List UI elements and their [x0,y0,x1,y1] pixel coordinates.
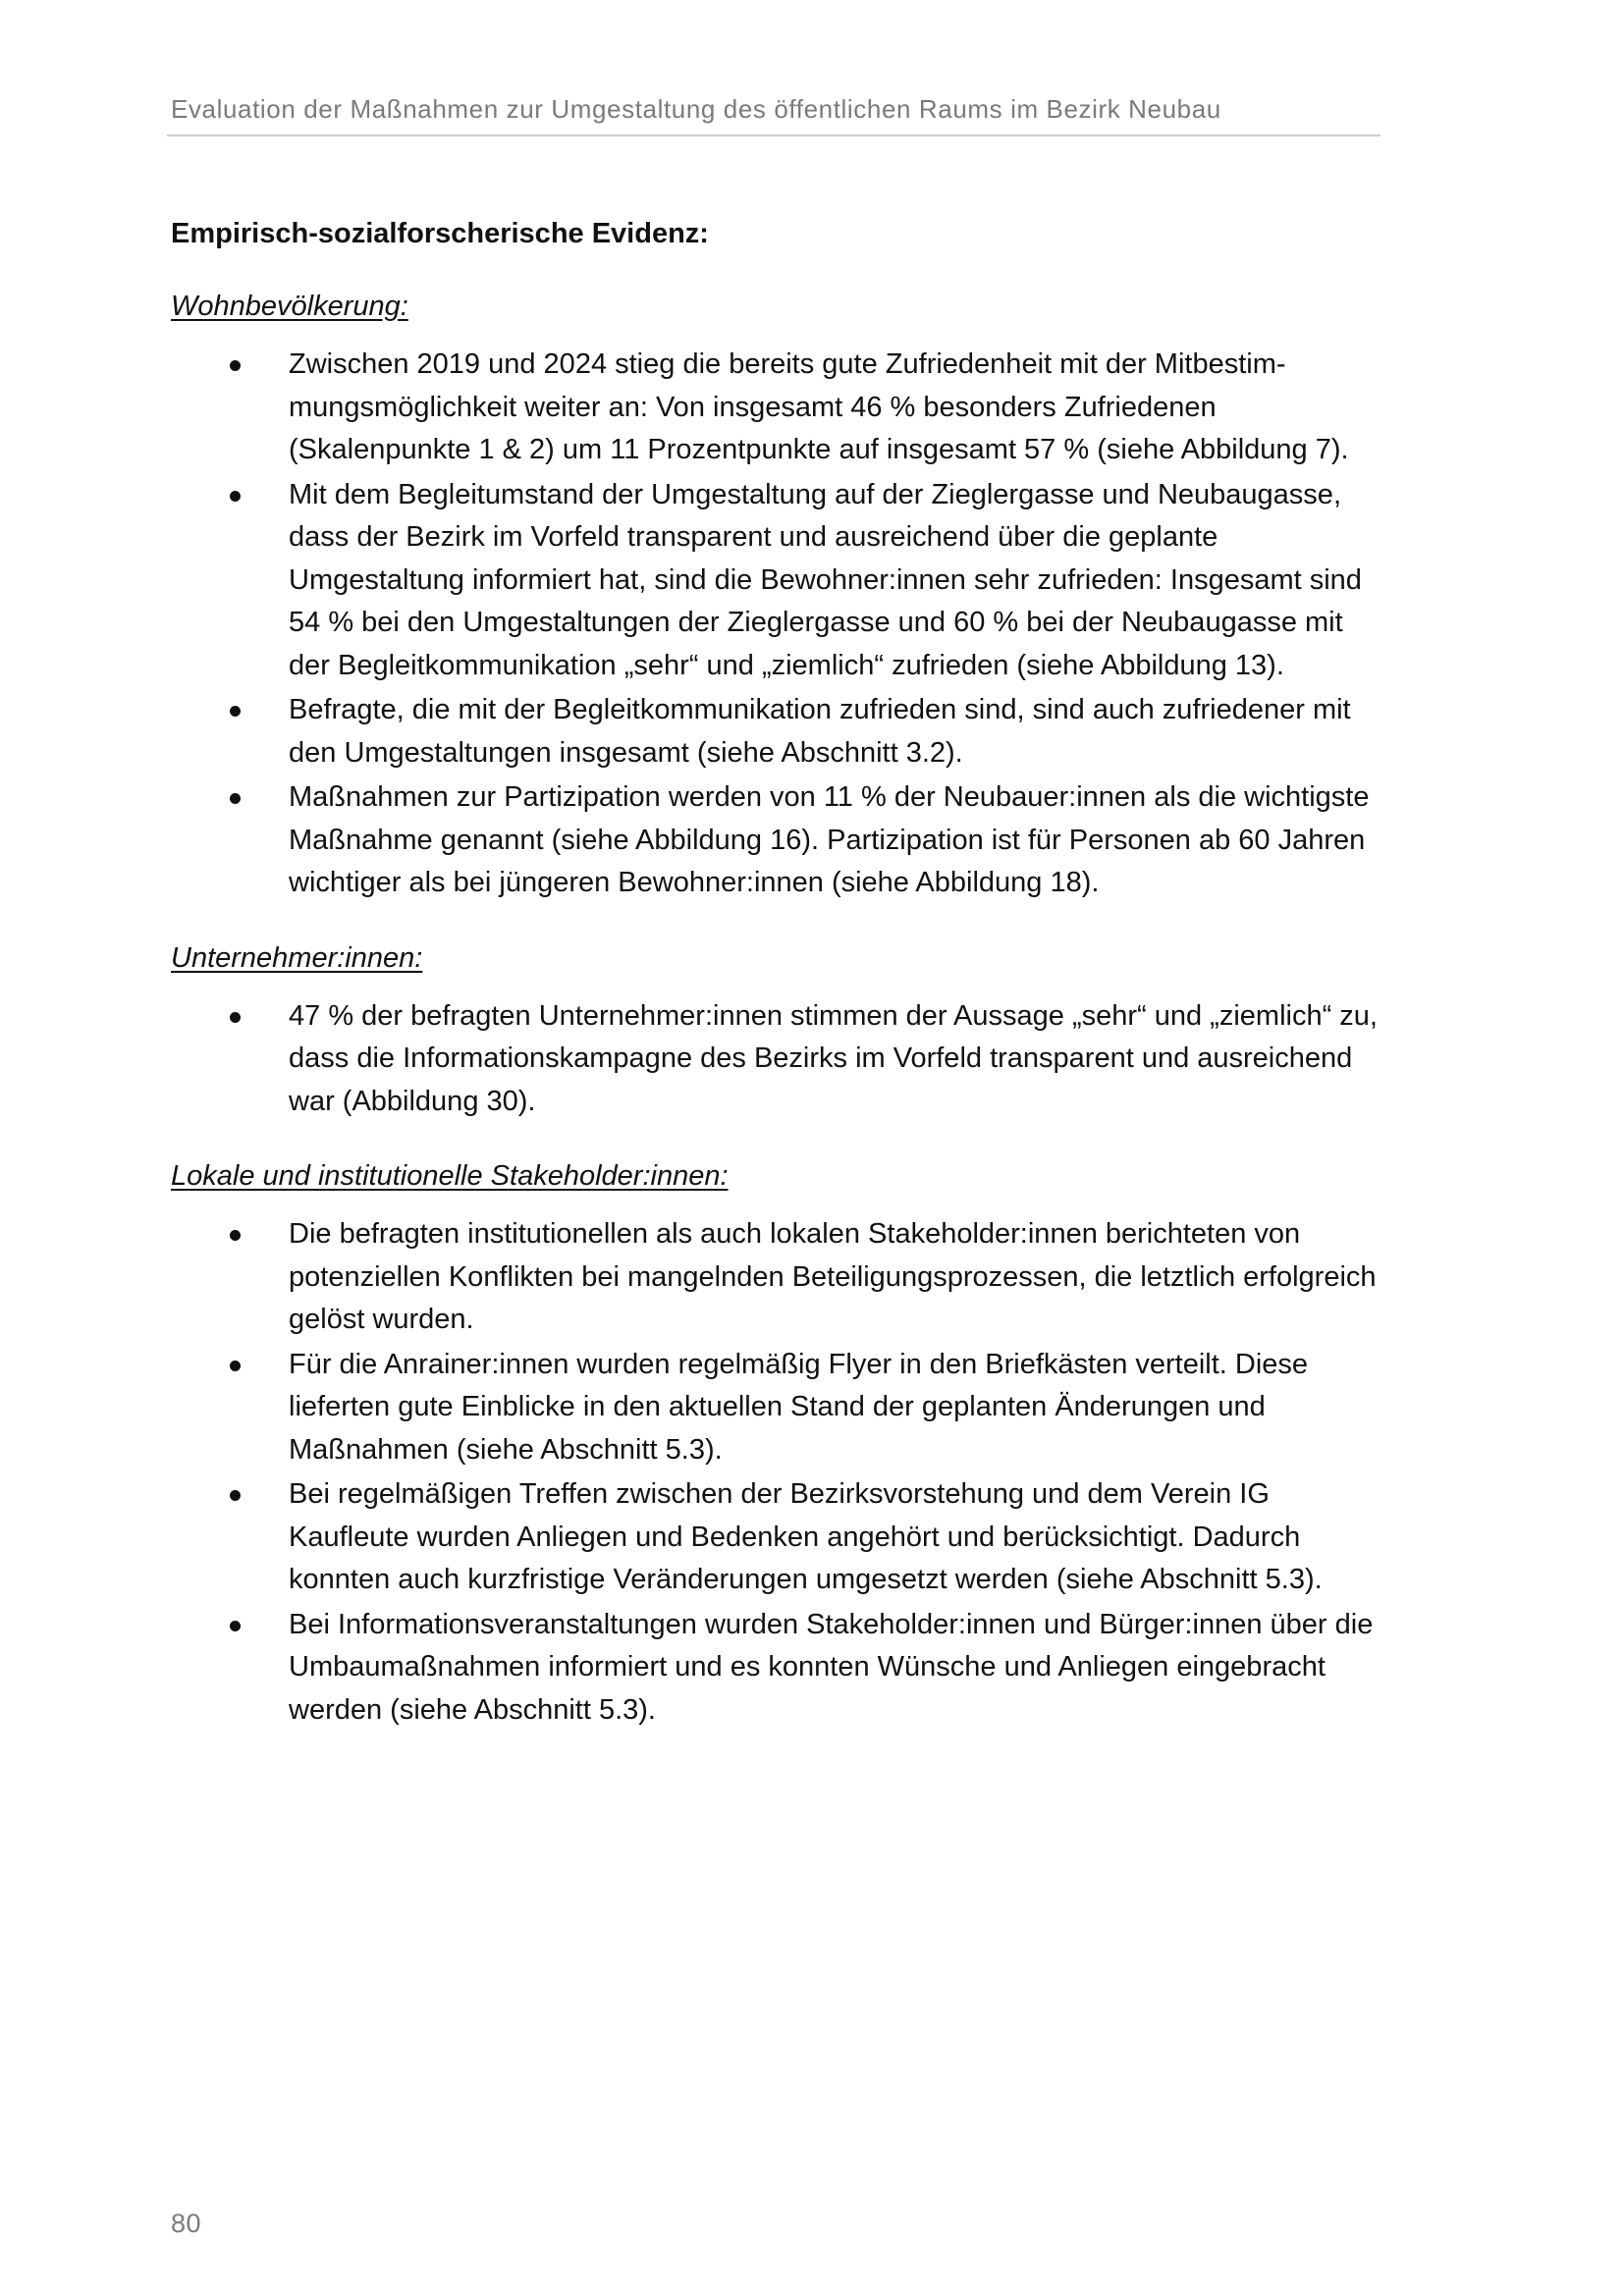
list-item [171,995,1379,1124]
list-item-text: Zwischen 2019 und 2024 stieg die bereits gute Zufriedenheit mit der Mitbestimmungsmöglichkeit weiter an: Von insgesamt 46 % besonders Zufriedenen (Skalenpunkte 1 & 2) um 11 Prozentpunkte auf insgesamt 57 % (siehe Abbildung 7). [289,348,1349,465]
bullet-list-wohnbevoelkerung [171,344,1379,905]
list-item-text: Bei regelmäßigen Treffen zwischen der Bezirksvorstehung und dem Verein IG Kaufleute wurden Anliegen und Bedenken angehört und berücksichtigt. Dadurch konnten auch kurzfristige Veränderungen umgesetzt werden (siehe Abschnitt 5.3). [289,1478,1323,1595]
list-item [171,474,1379,688]
group-heading-stakeholder: Lokale und institutionelle Stakeholder:innen: [171,1160,729,1192]
section-title: Empirisch-sozialforscherische Evidenz: [171,218,709,249]
list-item [171,344,1379,472]
list-item [171,1344,1379,1472]
list-item [171,1604,1379,1733]
list-item-text: Befragte, die mit der Begleitkommunikation zufrieden sind, sind auch zufriedener mit den Umgestaltungen insgesamt (siehe Abschnitt 3.2). [289,694,1351,769]
bullet-icon [230,1361,241,1371]
bullet-icon [230,491,241,502]
header-divider [167,134,1380,136]
bullet-icon [230,1490,241,1501]
list-item [171,776,1379,905]
bullet-icon [230,1012,241,1023]
bullet-icon [230,360,241,371]
bullet-list-stakeholder [171,1213,1379,1732]
page-content [171,214,1379,1765]
list-item-text: Die befragten institutionellen als auch lokalen Stakeholder:innen berichteten von potenziellen Konflikten bei mangelnden Beteiligungsprozessen, die letztlich erfolgreich gelöst wurden. [289,1218,1377,1335]
list-item-text: Für die Anrainer:innen wurden regelmäßig Flyer in den Briefkästen verteilt. Diese lieferten gute Einblicke in den aktuellen Stand der geplanten Änderungen und Maßnahmen (siehe Abschnitt 5.3). [289,1348,1309,1466]
bullet-icon [230,1621,241,1631]
list-item [171,689,1379,774]
bullet-list-unternehmer [171,995,1379,1124]
list-item-text: Maßnahmen zur Partizipation werden von 11 % der Neubauer:innen als die wichtigste Maßnahme genannt (siehe Abbildung 16). Partizipation ist für Personen ab 60 Jahren wichtiger als bei jüngeren Bewohner:innen (siehe Abbildung 18). [289,781,1370,898]
list-item [171,1473,1379,1602]
list-item [171,1213,1379,1342]
list-item-text: 47 % der befragten Unternehmer:innen stimmen der Aussage „sehr“ und „ziemlich“ zu, dass die Informationskampagne des Bezirks im Vorfeld transparent und ausreichend war (Abbildung 30). [289,999,1378,1117]
page-number: 80 [171,2209,202,2238]
group-heading-wohnbevoelkerung: Wohnbevölkerung: [171,291,408,322]
list-item-text: Mit dem Begleitumstand der Umgestaltung auf der Zieglergasse und Neubaugasse, dass der Bezirk im Vorfeld transparent und ausreichend über die geplante Umgestaltung informiert hat, sind die Bewohner:innen sehr zufrieden: Insgesamt sind 54 % bei den Umgestaltungen der Zieglergasse und 60 % bei der Neubaugasse mit der Begleitkommunikation „sehr“ und „ziemlich“ zufrieden (siehe Abbildung 13). [289,478,1362,681]
bullet-icon [230,793,241,804]
running-header-title: Evaluation der Maßnahmen zur Umgestaltung des öffentlichen Raums im Bezirk Neubau [171,94,1221,124]
bullet-icon [230,1230,241,1241]
group-heading-unternehmer: Unternehmer:innen: [171,941,423,974]
list-item-text: Bei Informationsveranstaltungen wurden Stakeholder:innen und Bürger:innen über die Umbaumaßnahmen informiert und es konnten Wünsche und Anliegen eingebracht werden (siehe Abschnitt 5.3). [289,1608,1374,1726]
bullet-icon [230,706,241,717]
